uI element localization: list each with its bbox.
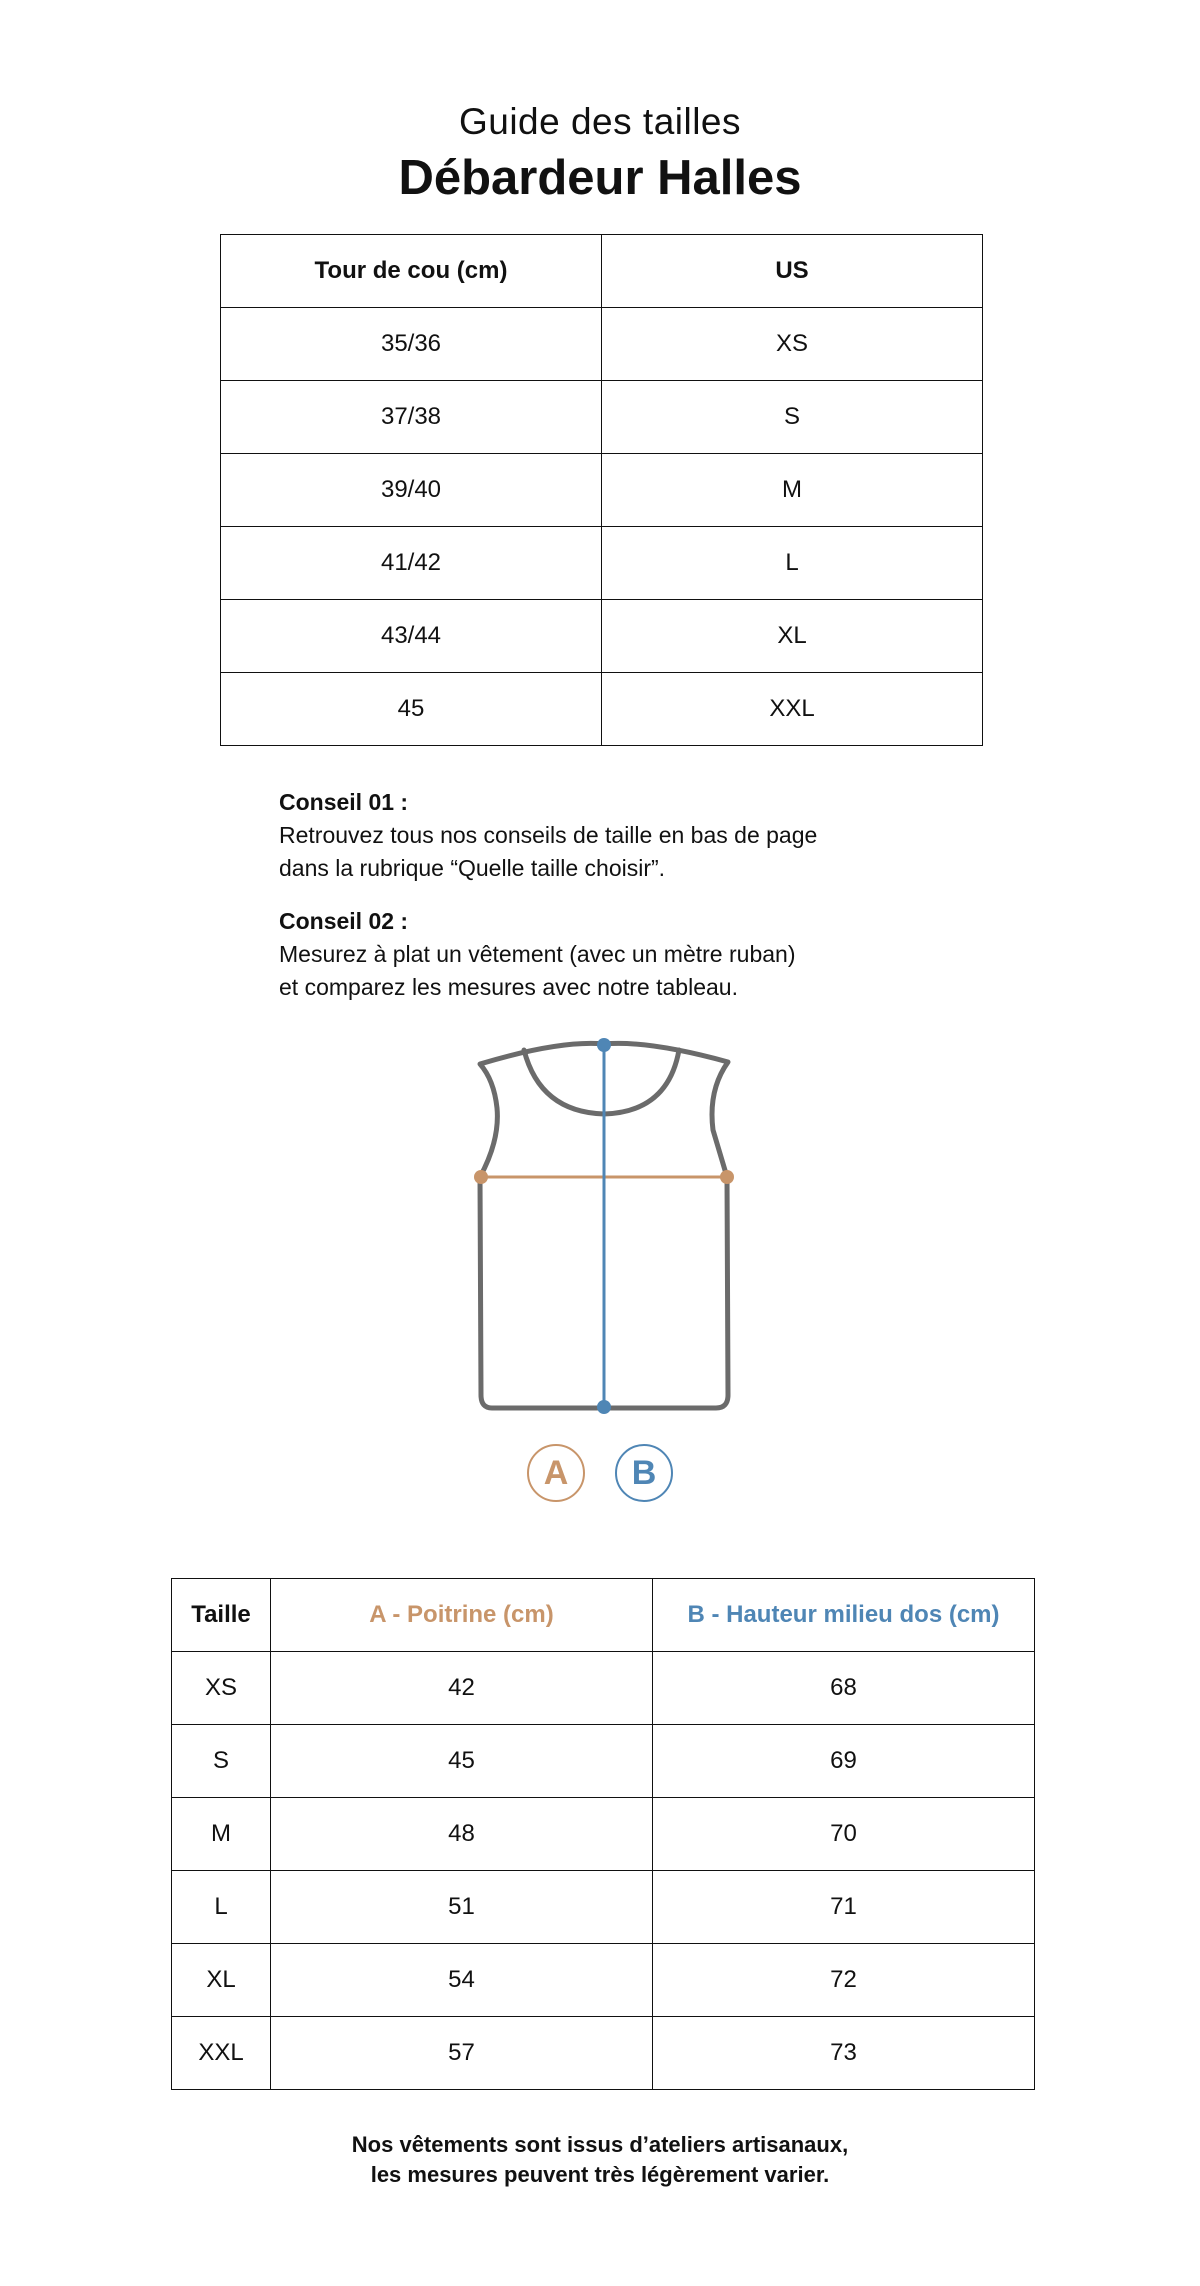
cell-back-height: 73	[653, 2017, 1035, 2090]
cell-us: XL	[602, 600, 983, 673]
legend-a-badge: A	[527, 1444, 585, 1502]
header-neck: Tour de cou (cm)	[221, 235, 602, 308]
cell-chest: 57	[271, 2017, 653, 2090]
measurement-table	[171, 1578, 1035, 2090]
table-row	[221, 527, 983, 600]
cell-neck: 43/44	[221, 600, 602, 673]
cell-chest: 54	[271, 1944, 653, 2017]
tip-2	[279, 905, 959, 1004]
back-height-measure-top	[597, 1038, 611, 1052]
tip-title: Conseil 01 :	[279, 789, 409, 815]
page-subtitle: Guide des tailles	[458, 101, 742, 142]
cell-back-height: 68	[653, 1652, 1035, 1725]
header-back-height: B - Hauteur milieu dos (cm)	[653, 1579, 1035, 1652]
cell-neck: 37/38	[221, 381, 602, 454]
table-row	[172, 1652, 1035, 1725]
neck-size-table	[220, 234, 983, 746]
page-title-block	[0, 96, 1200, 208]
cell-chest: 45	[271, 1725, 653, 1798]
table-row	[172, 1944, 1035, 2017]
header-chest: A - Poitrine (cm)	[271, 1579, 653, 1652]
tip-text-line: dans la rubrique “Quelle taille choisir”.	[279, 855, 666, 881]
footer-line: Nos vêtements sont issus d’ateliers artisanaux,	[351, 2132, 849, 2157]
table-row	[221, 673, 983, 746]
cell-size: S	[172, 1725, 271, 1798]
cell-neck: 45	[221, 673, 602, 746]
cell-back-height: 70	[653, 1798, 1035, 1871]
table-header-row	[221, 235, 983, 308]
cell-chest: 48	[271, 1798, 653, 1871]
table-row	[221, 600, 983, 673]
cell-back-height: 71	[653, 1871, 1035, 1944]
tank-top-diagram	[0, 1020, 1200, 1430]
table-row	[221, 381, 983, 454]
cell-size: XS	[172, 1652, 271, 1725]
table-row	[221, 308, 983, 381]
tip-1	[279, 786, 959, 885]
cell-us: M	[602, 454, 983, 527]
cell-us: S	[602, 381, 983, 454]
cell-back-height: 72	[653, 1944, 1035, 2017]
footer-note	[0, 2130, 1200, 2190]
cell-chest: 42	[271, 1652, 653, 1725]
footer-line: les mesures peuvent très légèrement varier.	[370, 2162, 830, 2187]
cell-chest: 51	[271, 1871, 653, 1944]
cell-neck: 41/42	[221, 527, 602, 600]
tip-text-line: Mesurez à plat un vêtement (avec un mètre ruban)	[279, 941, 796, 967]
tip-title: Conseil 02 :	[279, 908, 409, 934]
cell-us: XXL	[602, 673, 983, 746]
cell-size: XL	[172, 1944, 271, 2017]
cell-us: XS	[602, 308, 983, 381]
cell-size: XXL	[172, 2017, 271, 2090]
back-height-measure-bottom	[597, 1400, 611, 1414]
tip-text-line: et comparez les mesures avec notre tableau.	[279, 974, 738, 1000]
cell-us: L	[602, 527, 983, 600]
tips-section	[279, 786, 959, 1004]
cell-neck: 35/36	[221, 308, 602, 381]
table-row	[172, 1725, 1035, 1798]
table-row	[172, 1871, 1035, 1944]
page-title: Débardeur Halles	[398, 151, 802, 205]
header-us: US	[602, 235, 983, 308]
table-row	[172, 1798, 1035, 1871]
cell-size: M	[172, 1798, 271, 1871]
chest-measure-point-right	[720, 1170, 734, 1184]
table-header-row	[172, 1579, 1035, 1652]
table-row	[172, 2017, 1035, 2090]
tip-text-line: Retrouvez tous nos conseils de taille en bas de page	[279, 822, 818, 848]
legend-b-badge: B	[615, 1444, 673, 1502]
table-row	[221, 454, 983, 527]
cell-size: L	[172, 1871, 271, 1944]
chest-measure-point-left	[474, 1170, 488, 1184]
cell-back-height: 69	[653, 1725, 1035, 1798]
header-size: Taille	[172, 1579, 271, 1652]
cell-neck: 39/40	[221, 454, 602, 527]
